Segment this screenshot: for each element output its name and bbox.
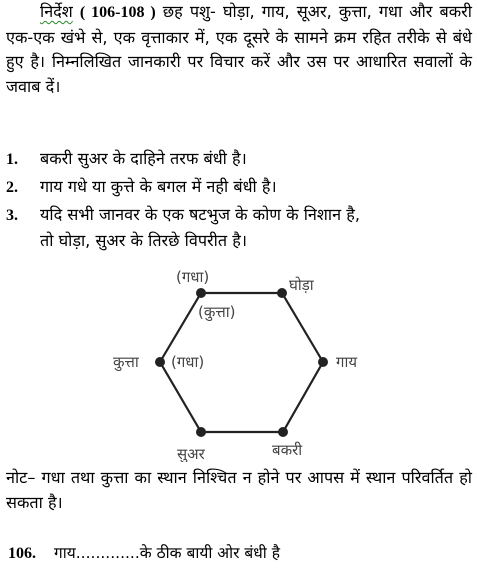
label-top-right: घोड़ा [289,276,314,294]
question-106 [8,542,280,565]
condition-1 [6,146,476,172]
vertex-bottom-left [196,427,206,437]
question-number: 106. [8,545,36,562]
label-left-inner: (गधा) [171,353,205,371]
question-range: ( 106-108 ) [79,4,156,21]
condition-3 [6,202,476,253]
directions-paragraph [6,0,472,99]
condition-2 [6,174,476,200]
label-right: गाय [336,353,358,371]
label-bottom-right: बकरी [272,441,303,459]
vertex-left [155,357,165,367]
hexagon-seating-diagram [0,262,479,462]
vertex-bottom-right [278,427,288,437]
condition-text: गाय गधे या कुत्ते के बगल में नही बंधी है। [40,177,277,196]
vertex-top-right [277,288,287,298]
directions-text-rest: गधा और बकरी एक-एक खंभे से, एक वृत्ताकार में, एक दूसरे के सामने क्रम रहित तरीके से बंधे हुए है। निम्नलिखित जानकारी पर विचार करें और उस पर आधारित सवालों के जवाब दें। [6,2,472,96]
condition-continuation: तो घोड़ा, सुअर के तिरछे विपरीत है। [40,231,247,250]
note-paragraph: नोट– गधा तथा कुत्ता का स्थान निश्चित न होने पर आपस में स्थान परिवर्तित हो सकता है। [6,468,472,512]
vertex-top-left [196,288,206,298]
condition-number: 3. [6,207,18,224]
label-bottom-left: सुअर [177,445,205,462]
condition-number: 1. [6,151,18,168]
directions-heading: निर्देश [40,2,73,21]
condition-number: 2. [6,179,18,196]
condition-text: यदि सभी जानवर के एक षटभुज के कोण के निशान है, [40,205,360,224]
condition-text: बकरी सुअर के दाहिने तरफ बंधी है। [40,149,247,168]
vertex-right [318,357,328,367]
question-text: गाय.............के ठीक बायी ओर बंधी है [54,544,280,562]
directions-text-line1: छह पशु- घोड़ा, गाय, सूअर, कुत्ता, [162,2,372,21]
label-left: कुत्ता [113,353,139,371]
label-top-left-inner: (कुत्ता) [198,303,236,321]
label-top-left: (गधा) [176,268,210,286]
